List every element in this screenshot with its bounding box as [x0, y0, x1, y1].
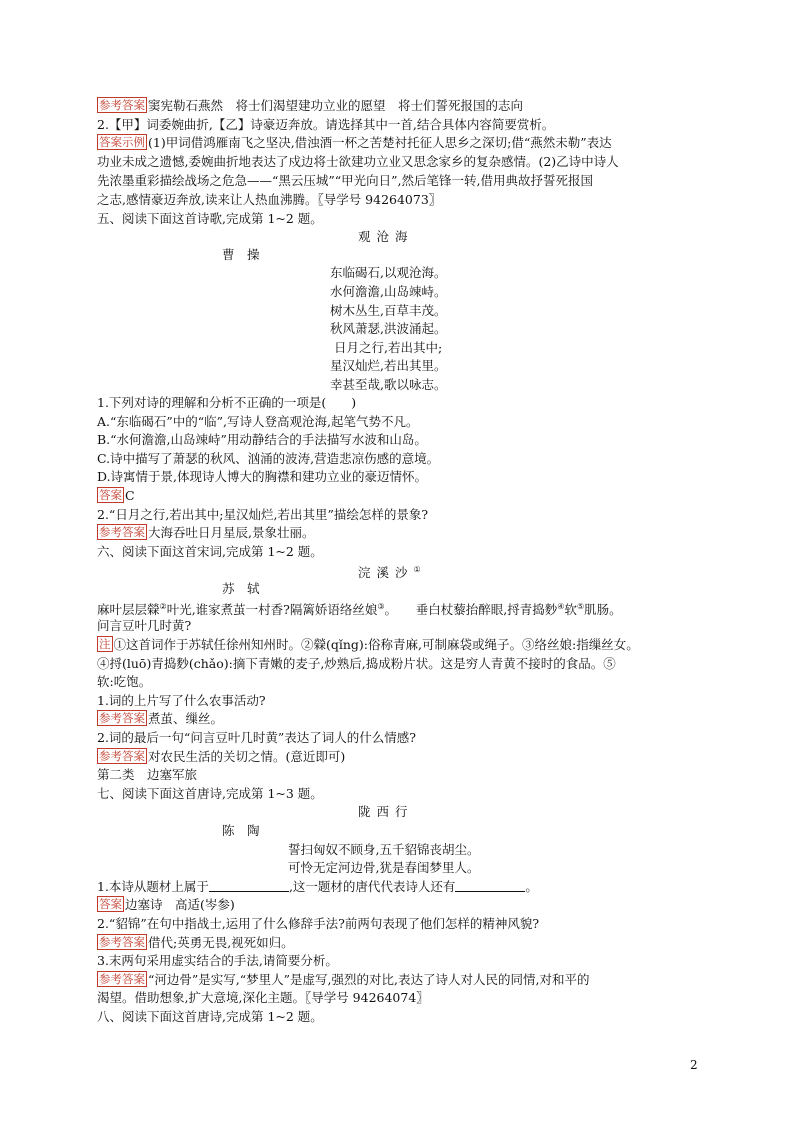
poem-title: 浣溪沙① — [358, 565, 427, 581]
answer-tag: 答案 — [99, 897, 122, 911]
note-line — [97, 636, 639, 654]
poem-line: 问言豆叶几时黄? — [97, 618, 192, 633]
option-c: C.诗中描写了萧瑟的秋风、汹涌的波涛,营造悲凉伤感的意境。 — [97, 451, 440, 466]
question-text: 2.“貂锦”在句中指战士,运用了什么修辞手法?前两句表现了他们怎样的精神风貌? — [97, 916, 540, 931]
poem-line: 誓扫匈奴不顾身,五千貂锦丧胡尘。 — [288, 842, 480, 857]
answer-line — [97, 934, 294, 952]
section-heading: 七、阅读下面这首唐诗,完成第 1~3 题。 — [97, 786, 323, 801]
question-text: 2.“日月之行,若出其中;星汉灿烂,若出其里”描绘怎样的景象? — [97, 507, 429, 522]
answer-text: 煮茧、缫丝。 — [148, 711, 224, 726]
answer-text: 功业未成之遗憾,委婉曲折地表达了戍边将士欲建功立业又思念家乡的复杂感情。(2)乙诗中诗人 — [97, 154, 619, 169]
poem-line: 可怜无定河边骨,犹是春闺梦里人。 — [288, 860, 480, 875]
answer-line — [97, 134, 612, 152]
poem-line: 树木丛生,百草丰茂。 — [330, 303, 447, 318]
answer-line — [97, 710, 223, 728]
question-text: 1.下列对诗的理解和分析不正确的一项是( ) — [97, 395, 357, 410]
option-a: A.“东临碣石”中的“临”,写诗人登高观沧海,起笔气势不凡。 — [97, 414, 419, 429]
option-b: B.“水何澹澹,山岛竦峙”用动静结合的手法描写水波和山岛。 — [97, 432, 427, 447]
answer-tag: 参考答案 — [99, 525, 145, 539]
answer-text: 先浓墨重彩描绘战场之危急——“黑云压城”“甲光向日”,然后笔锋一转,借用典故抒誓死报国 — [97, 173, 594, 188]
answer-text: 借代;英勇无畏,视死如归。 — [148, 935, 294, 950]
answer-line — [97, 748, 345, 766]
footnote-marker: ① — [413, 565, 427, 574]
answer-tag: 答案 — [99, 488, 122, 502]
fill-blank — [455, 879, 525, 892]
section-heading: 八、阅读下面这首唐诗,完成第 1~2 题。 — [97, 1009, 323, 1024]
note-tag: 注 — [99, 637, 111, 651]
answer-tag: 参考答案 — [99, 749, 145, 763]
answer-text: 对农民生活的关切之情。(意近即可) — [148, 749, 346, 764]
note-text: ④捋(luō)青捣麨(chǎo):摘下青嫩的麦子,炒熟后,捣成粉片状。这是穷人青黄不接时的食品。⑤ — [97, 656, 616, 671]
note-text: 软:吃饱。 — [97, 674, 152, 689]
answer-text: 窦宪勒石燕然 将士们渴望建功立业的愿望 将士们誓死报国的志向 — [148, 98, 524, 113]
answer-text: (1)甲词借鸿雁南飞之坚决,借浊酒一杯之苦楚衬托征人思乡之深切;借“燕然未勒”表达 — [148, 135, 612, 150]
question-text: 1.本诗从题材上属于 ,这一题材的唐代代表诗人还有 。 — [97, 879, 538, 894]
page-number: 2 — [690, 1058, 698, 1072]
poem-line: 日月之行,若出其中; — [334, 340, 443, 355]
answer-line — [97, 971, 589, 989]
category-heading: 第二类 边塞军旅 — [97, 767, 198, 782]
poem-line: 星汉灿烂,若出其里。 — [330, 358, 447, 373]
answer-tag: 答案示例 — [99, 135, 145, 149]
question-text: 2.【甲】词委婉曲折,【乙】诗豪迈奔放。请选择其中一首,结合具体内容简要赏析。 — [97, 117, 555, 132]
answer-text: 之志,感情豪迈奔放,读来让人热血沸腾。〖导学号 94264073〗 — [97, 192, 442, 207]
poem-title: 陇西行 — [358, 804, 414, 819]
answer-text: “河边骨”是实写,“梦里人”是虚写,强烈的对比,表达了诗人对人民的同情,对和平的 — [148, 972, 590, 987]
poem-line: 麻叶层层檾②叶光,谁家煮茧一村香?隔篱娇语络丝娘③。 垂白杖藜抬醉眼,捋青捣麨④软⑤肌肠。 — [97, 602, 622, 618]
question-text: 3.末两句采用虚实结合的手法,请简要分析。 — [97, 953, 338, 968]
poem-title: 观沧海 — [358, 229, 414, 244]
note-text: ①这首词作于苏轼任徐州知州时。②檾(qǐng):俗称青麻,可制麻袋或绳子。③络丝娘:指缫丝女。 — [113, 637, 639, 652]
fill-blank — [209, 879, 289, 892]
answer-line — [97, 487, 135, 505]
answer-tag: 参考答案 — [99, 98, 145, 112]
answer-text: 边塞诗 高适(岑参) — [125, 897, 235, 912]
answer-tag: 参考答案 — [99, 972, 145, 986]
answer-line — [97, 524, 314, 542]
poem-author: 陈 陶 — [222, 823, 260, 838]
section-heading: 五、阅读下面这首诗歌,完成第 1~2 题。 — [97, 211, 323, 226]
answer-tag: 参考答案 — [99, 711, 145, 725]
poem-line: 水何澹澹,山岛竦峙。 — [330, 284, 447, 299]
answer-text: 大海吞吐日月星辰,景象壮丽。 — [148, 525, 315, 540]
poem-line: 东临碣石,以观沧海。 — [330, 265, 447, 280]
answer-text: 渴望。借助想象,扩大意境,深化主题。〖导学号 94264074〗 — [97, 990, 429, 1005]
answer-tag: 参考答案 — [99, 935, 145, 949]
answer-line — [97, 97, 523, 115]
option-d: D.诗寓情于景,体现诗人博大的胸襟和建功立业的豪迈情怀。 — [97, 469, 428, 484]
poem-line: 秋风萧瑟,洪波涌起。 — [330, 321, 447, 336]
question-text: 1.词的上片写了什么农事活动? — [97, 693, 266, 708]
poem-author: 苏 轼 — [222, 581, 260, 596]
answer-line — [97, 896, 235, 914]
answer-text: C — [125, 488, 135, 503]
section-heading: 六、阅读下面这首宋词,完成第 1~2 题。 — [97, 544, 323, 559]
poem-line: 幸甚至哉,歌以咏志。 — [330, 377, 447, 392]
question-text: 2.词的最后一句“问言豆叶几时黄”表达了词人的什么情感? — [97, 730, 416, 745]
poem-author: 曹 操 — [222, 247, 260, 262]
